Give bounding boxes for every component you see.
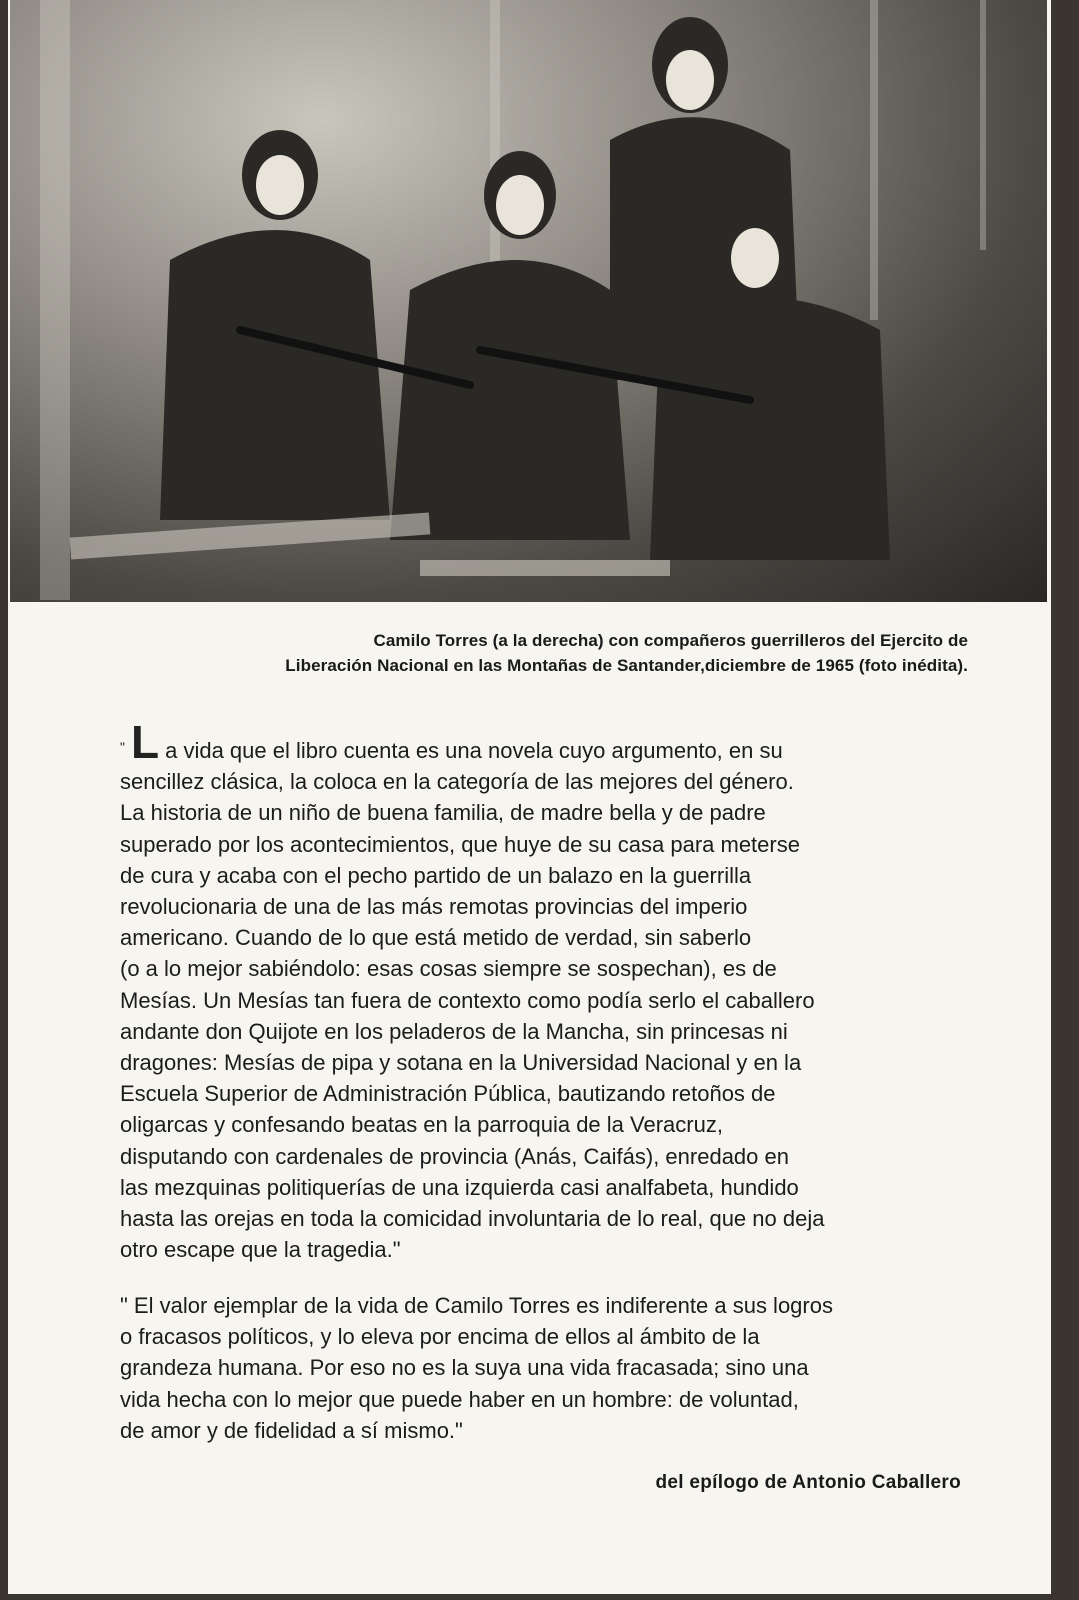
book-back-cover	[8, 0, 1051, 1594]
quote-line: disputando con cardenales de provincia (Anás, Caifás), enredado en	[120, 1143, 789, 1169]
quote-line: o fracasos políticos, y lo eleva por encima de ellos al ámbito de la	[120, 1324, 760, 1350]
quote-paragraph-2	[120, 1290, 980, 1446]
drop-cap: L	[130, 716, 160, 768]
caption-line: Camilo Torres (a la derecha) con compañeros guerrilleros del Ejercito de	[373, 631, 968, 650]
quote-line: oligarcas y confesando beatas en la parroquia de la Veracruz,	[120, 1112, 723, 1138]
quote-line	[120, 716, 980, 768]
quote-line: grandeza humana. Por eso no es la suya una vida fracasada; sino una	[120, 1355, 809, 1381]
quote-line: de amor y de fidelidad a sí mismo."	[120, 1417, 463, 1443]
quote-line: sencillez clásica, la coloca en la categoría de las mejores del género.	[120, 769, 794, 795]
quote-line: vida hecha con lo mejor que puede haber en un hombre: de voluntad,	[120, 1386, 799, 1412]
quote-paragraph-1	[120, 716, 980, 1265]
quote-line-text: a vida que el libro cuenta es una novela cuyo argumento, en su	[165, 738, 783, 763]
quote-line: otro escape que la tragedia."	[120, 1237, 401, 1263]
quote-line: dragones: Mesías de pipa y sotana en la Universidad Nacional y en la	[120, 1050, 802, 1076]
quote-line: superado por los acontecimientos, que huye de su casa para meterse	[120, 831, 800, 857]
caption-line: Liberación Nacional en las Montañas de Santander,diciembre de 1965 (foto inédita).	[285, 656, 968, 675]
photo-illustration	[10, 0, 1047, 602]
guerrilla-photo	[10, 0, 1047, 602]
quote-line: Mesías. Un Mesías tan fuera de contexto como podía serlo el caballero	[120, 987, 815, 1013]
quote-line: andante don Quijote en los peladeros de la Mancha, sin princesas ni	[120, 1018, 788, 1044]
attribution: del epílogo de Antonio Caballero	[655, 1472, 961, 1493]
open-quote-mark: "	[120, 739, 125, 755]
quote-line: de cura y acaba con el pecho partido de un balazo en la guerrilla	[120, 862, 752, 888]
quote-line: La historia de un niño de buena familia, de madre bella y de padre	[120, 800, 766, 826]
quote-line: Escuela Superior de Administración Pública, bautizando retoños de	[120, 1081, 776, 1107]
photo-caption	[68, 628, 968, 678]
quote-line: " El valor ejemplar de la vida de Camilo Torres es indiferente a sus logros	[120, 1293, 833, 1318]
quote-line: hasta las orejas en toda la comicidad involuntaria de lo real, que no deja	[120, 1206, 825, 1232]
quote-line: americano. Cuando de lo que está metido de verdad, sin saberlo	[120, 925, 752, 951]
quote-line: (o a lo mejor sabiéndolo: esas cosas siempre se sospechan), es de	[120, 956, 777, 982]
quote-line: revolucionaria de una de las más remotas provincias del imperio	[120, 894, 748, 920]
quote-line: las mezquinas politiquerías de una izquierda casi analfabeta, hundido	[120, 1174, 799, 1200]
